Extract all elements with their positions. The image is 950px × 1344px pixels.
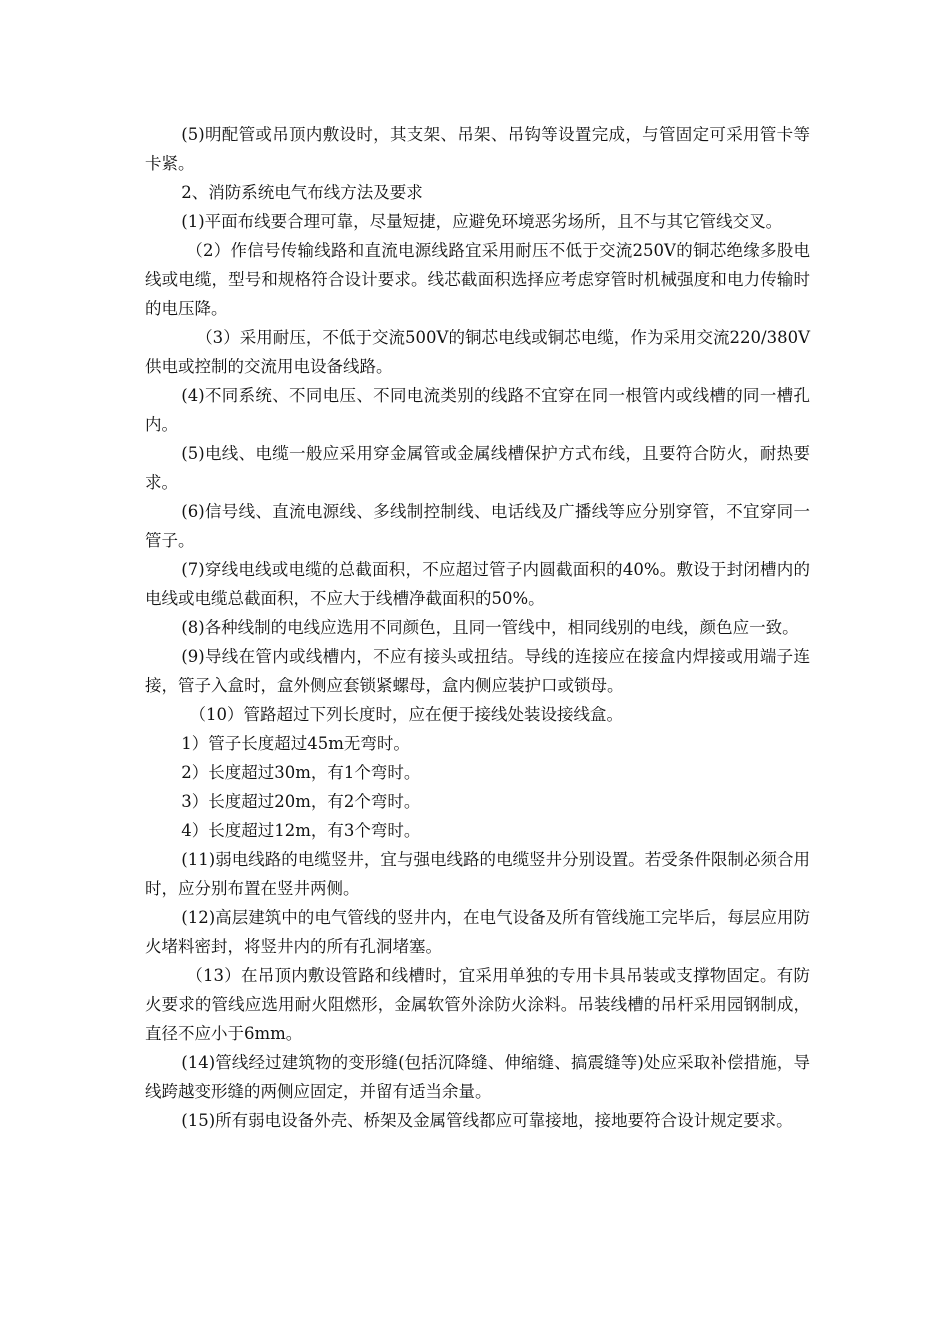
list-item-length-20m: 3）长度超过20m，有2个弯时。 [181,792,421,811]
paragraph-item-9: (9)导线在管内或线槽内，不应有接头或扭结。导线的连接应在接盒内焊接或用端子连接，管子入盒时，盒外侧应套锁紧螺母，盒内侧应装护口或锁母。 [145,647,810,695]
paragraph-pipe-support: (5)明配管或吊顶内敷设时，其支架、吊架、吊钩等设置完成，与管固定可采用管卡等卡紧。 [145,125,810,173]
paragraph-item-11: (11)弱电线路的电缆竖井，宜与强电线路的电缆竖井分别设置。若受条件限制必须合用时，应分别布置在竖井两侧。 [145,850,810,898]
paragraph-item-4: (4)不同系统、不同电压、不同电流类别的线路不宜穿在同一根管内或线槽的同一槽孔内。 [145,386,810,434]
list-item-length-45m: 1）管子长度超过45m无弯时。 [181,734,410,753]
paragraph-item-10: （10）管路超过下列长度时，应在便于接线处装设接线盒。 [189,705,624,724]
document-page [145,120,810,1135]
paragraph-item-3: （3）采用耐压，不低于交流500V的铜芯电线或铜芯电缆，作为采用交流220/380V供电或控制的交流用电设备线路。 [145,328,810,376]
paragraph-item-1: (1)平面布线要合理可靠，尽量短捷，应避免环境恶劣场所，且不与其它管线交叉。 [181,212,783,231]
paragraph-item-14: (14)管线经过建筑物的变形缝(包括沉降缝、伸缩缝、搞震缝等)处应采取补偿措施，导线跨越变形缝的两侧应固定，并留有适当余量。 [145,1053,810,1101]
list-item-length-12m: 4）长度超过12m，有3个弯时。 [181,821,421,840]
paragraph-item-7: (7)穿线电线或电缆的总截面积，不应超过管子内圆截面积的40%。敷设于封闭槽内的电线或电缆总截面积，不应大于线槽净截面积的50%。 [145,560,810,608]
paragraph-item-12: (12)高层建筑中的电气管线的竖井内，在电气设备及所有管线施工完毕后，每层应用防火堵料密封，将竖井内的所有孔洞堵塞。 [145,908,810,956]
paragraph-item-13: （13）在吊顶内敷设管路和线槽时，宜采用单独的专用卡具吊装或支撑物固定。有防火要求的管线应选用耐火阻燃形，金属软管外涂防火涂料。吊装线槽的吊杆采用园钢制成，直径不应小于6mm。 [145,966,810,1043]
paragraph-item-8: (8)各种线制的电线应选用不同颜色，且同一管线中，相同线别的电线，颜色应一致。 [181,618,799,637]
paragraph-item-2: （2）作信号传输线路和直流电源线路宜采用耐压不低于交流250V的铜芯绝缘多股电线或电缆，型号和规格符合设计要求。线芯截面积选择应考虑穿管时机械强度和电力传输时的电压降。 [145,241,810,318]
paragraph-item-6: (6)信号线、直流电源线、多线制控制线、电话线及广播线等应分别穿管，不宜穿同一管子。 [145,502,810,550]
paragraph-item-5: (5)电线、电缆一般应采用穿金属管或金属线槽保护方式布线，且要符合防火，耐热要求。 [145,444,810,492]
list-item-length-30m: 2）长度超过30m，有1个弯时。 [181,763,421,782]
section-heading-wiring-methods: 2、消防系统电气布线方法及要求 [181,183,423,202]
paragraph-item-15: (15)所有弱电设备外壳、桥架及金属管线都应可靠接地，接地要符合设计规定要求。 [181,1111,793,1130]
